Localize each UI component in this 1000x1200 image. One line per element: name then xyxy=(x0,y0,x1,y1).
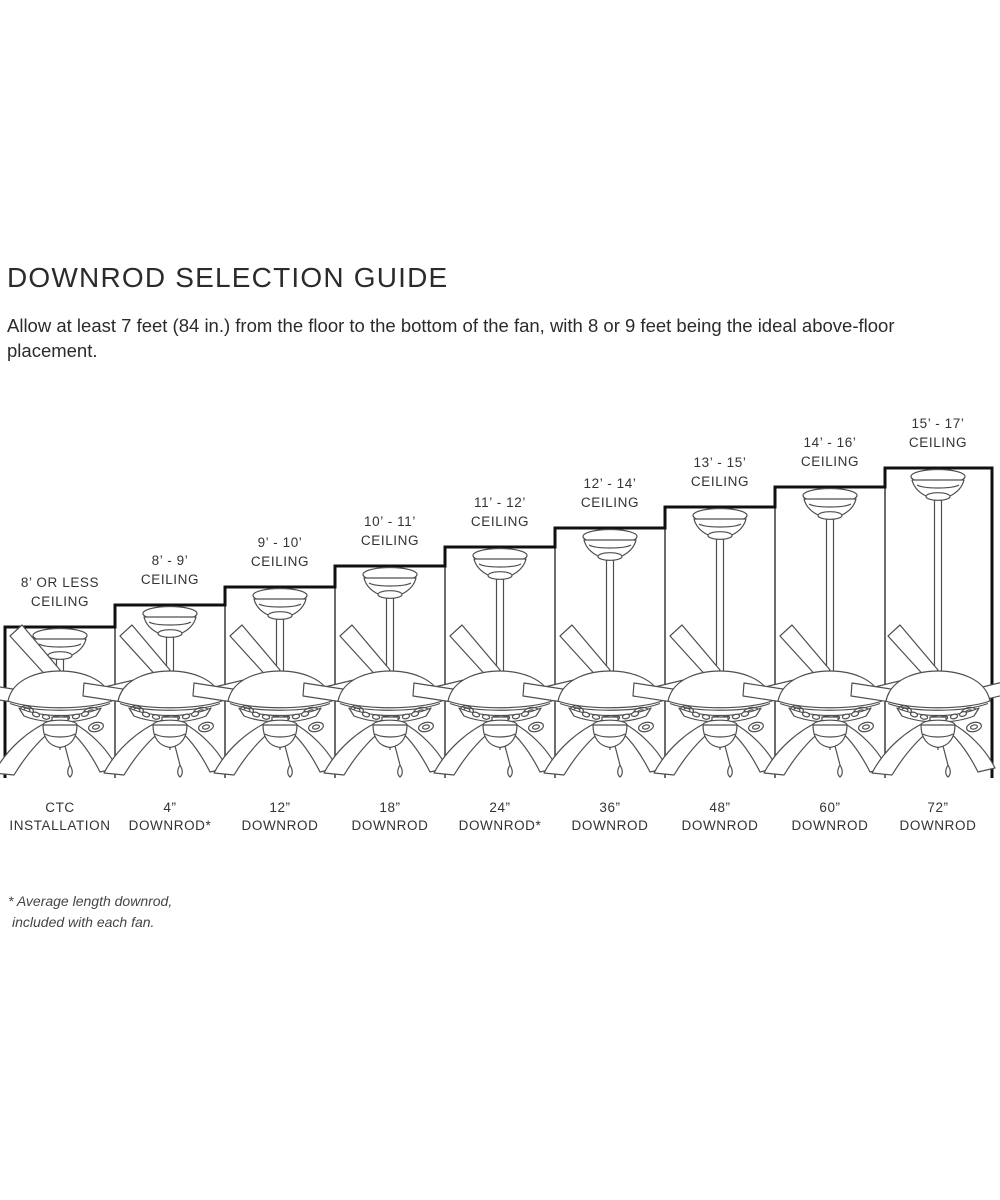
canopy-illustration xyxy=(253,589,307,620)
downrod-label: 4” DOWNROD* xyxy=(128,800,212,833)
downrod-label: 72” DOWNROD xyxy=(899,800,977,833)
intro-text: Allow at least 7 feet (84 in.) from the floor to the bottom of the fan, with 8 or 9 feet being the ideal above-floor placement. xyxy=(7,315,895,361)
fan-unit-18in xyxy=(303,568,477,778)
fan-unit-36in xyxy=(523,530,697,778)
ceiling-label: 14’ - 16’ CEILING xyxy=(800,435,860,469)
fan-unit-24in xyxy=(413,549,587,778)
downrod-label: 18” DOWNROD xyxy=(351,800,429,833)
canopy-illustration xyxy=(473,549,527,580)
downrod-label: 24” DOWNROD* xyxy=(458,800,542,833)
downrod-label: 12” DOWNROD xyxy=(241,800,319,833)
ceiling-label: 13’ - 15’ CEILING xyxy=(690,455,750,489)
ceiling-label: 10’ - 11’ CEILING xyxy=(360,514,420,548)
footnote-line-2: included with each fan. xyxy=(12,914,155,930)
downrod-label: CTC INSTALLATION xyxy=(9,800,111,833)
canopy-illustration xyxy=(911,470,965,501)
downrod-label: 36” DOWNROD xyxy=(571,800,649,833)
ceiling-label: 8’ OR LESS CEILING xyxy=(20,575,100,609)
fan-unit-72in xyxy=(851,470,1000,778)
ceiling-label: 12’ - 14’ CEILING xyxy=(580,476,640,510)
canopy-illustration xyxy=(803,489,857,520)
ceiling-label: 9’ - 10’ CEILING xyxy=(250,535,310,569)
ceiling-label: 15’ - 17’ CEILING xyxy=(908,416,968,450)
ceiling-label: 8’ - 9’ CEILING xyxy=(140,553,200,587)
downrod-label: 48” DOWNROD xyxy=(681,800,759,833)
canopy-illustration xyxy=(693,509,747,540)
footnote-line-1: * Average length downrod, xyxy=(8,893,173,909)
canopy-illustration xyxy=(583,530,637,561)
canopy-illustration xyxy=(363,568,417,599)
fan-unit-48in xyxy=(633,509,807,778)
canopy-illustration xyxy=(143,607,197,638)
ceiling-label: 11’ - 12’ CEILING xyxy=(470,495,530,529)
footnote xyxy=(8,891,172,933)
page-title: DOWNROD SELECTION GUIDE xyxy=(7,262,449,293)
downrod-label: 60” DOWNROD xyxy=(791,800,869,833)
